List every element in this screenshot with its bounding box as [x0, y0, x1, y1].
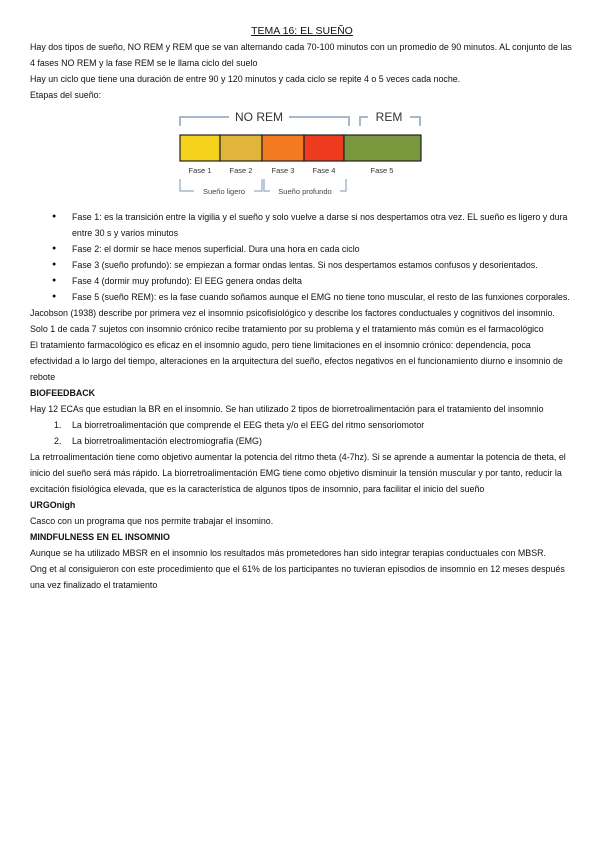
intro-paragraph-1: Hay dos tipos de sueño, NO REM y REM que se van alternando cada 70-100 minutos con un promedio de 90 minutos. AL conjunto de las 4 fases NO REM y la fase REM se le llama ciclo del suelo — [30, 42, 572, 68]
nrem-label: NO REM — [235, 110, 283, 124]
phase-3-block — [262, 135, 304, 161]
phase-5-block — [344, 135, 421, 161]
phase-3-label: Fase 3 — [271, 166, 295, 175]
intro-paragraph-2: Hay un ciclo que tiene una duración de entre 90 y 120 minutos y cada ciclo se repite 4 o 5 veces cada noche. — [30, 74, 461, 84]
list-item: 1. La biorretroalimentación que comprende el EEG theta y/o el EEG del ritmo sensoriomotor — [54, 420, 425, 430]
jacobson-paragraph: Jacobson (1938) describe por primera vez el insomnio psicofisiológico y describe los factores conductuales y cognitivos del insomnio. — [30, 308, 555, 318]
intro-paragraph-3: Etapas del sueño: — [30, 90, 102, 100]
sleep-stages-diagram — [174, 107, 426, 203]
list-item: ● Fase 2: el dormir se hace menos superficial. Dura una hora en cada ciclo — [30, 241, 574, 257]
phase-4-label: Fase 4 — [312, 166, 336, 175]
biofeedback-paragraph: La retrroalimentación tiene como objetivo aumentar la potencia del ritmo theta (4-7hz). Si se aprende a aumentar la potencia de theta, el inicio del sueño será más rápido. La biorretroalimentación EMG tiene como objetivo disminuir la tensión muscular y por tanto, reducir la excitación fisiológica elevada, que es la característica de algunos tipos de insomnio, para facilitar el inicio del sueño — [30, 452, 566, 494]
phase-2-label: Fase 2 — [229, 166, 253, 175]
list-item: ● Fase 3 (sueño profundo): se empiezan a formar ondas lentas. Si nos despertamos estamos confusos y desorientados. — [30, 257, 574, 273]
list-item: ● Fase 5 (sueño REM): es la fase cuando soñamos aunque el EMG no tiene tono muscular, el resto de las funxiones corporales. — [30, 289, 574, 305]
rem-label: REM — [375, 110, 403, 124]
light-sleep-label: Sueño ligero — [202, 187, 246, 196]
document-page — [30, 24, 574, 593]
page-title: TEMA 16: EL SUEÑO — [251, 25, 353, 37]
phases-list — [30, 209, 574, 305]
biofeedback-intro: Hay 12 ECAs que estudian la BR en el insomnio. Se han utilizado 2 tipos de biorretroalimentación para el tratamiento del insomnio — [30, 404, 544, 414]
mindfulness-heading: MINDFULNESS EN EL INSOMNIO — [30, 532, 170, 542]
deep-sleep-label: Sueño profundo — [278, 187, 332, 196]
treatment-stats-paragraph: Solo 1 de cada 7 sujetos con insomnio crónico recibe tratamiento por su problema y el tratamiento más común es el farmacológico — [30, 324, 544, 334]
mindfulness-paragraph-1: Aunque se ha utilizado MBSR en el insomnio los resultados más prometedores han sido integrar terapias conductuales con MBSR. — [30, 548, 547, 558]
pharmacological-paragraph: El tratamiento farmacológico es eficaz en el insomnio agudo, pero tiene limitaciones en el insomnio crónico: dependencia, poca efectividad a lo largo del tiempo, alteraciones en la arquitectura del sueño, efectos negativos en el funcionamiento diurno e insomnio de rebote — [30, 340, 563, 382]
phase-1-block — [180, 135, 220, 161]
phase-5-label: Fase 5 — [370, 166, 394, 175]
biofeedback-list — [30, 417, 574, 449]
phase-4-block — [304, 135, 344, 161]
list-item: ● Fase 1: es la transición entre la vigilia y el sueño y solo vuelve a darse si nos despertamos otra vez. EL sueño es ligero y dura entre 30 s y varios minutos — [30, 209, 574, 241]
phase-1-label: Fase 1 — [188, 166, 212, 175]
biofeedback-heading: BIOFEEDBACK — [30, 388, 96, 398]
urgo-heading: URGOnigh — [30, 500, 76, 510]
list-item: 2. La biorretroalimentación electromiografía (EMG) — [54, 436, 262, 446]
list-item: ● Fase 4 (dormir muy profundo): El EEG genera ondas delta — [30, 273, 574, 289]
mindfulness-paragraph-2: Ong et al consiguieron con este procedimiento que el 61% de los participantes no tuvieran episodios de insomnio en 12 meses después una vez finalizado el tratamiento — [30, 564, 565, 590]
urgo-paragraph: Casco con un programa que nos permite trabajar el insomino. — [30, 516, 274, 526]
phase-2-block — [220, 135, 262, 161]
